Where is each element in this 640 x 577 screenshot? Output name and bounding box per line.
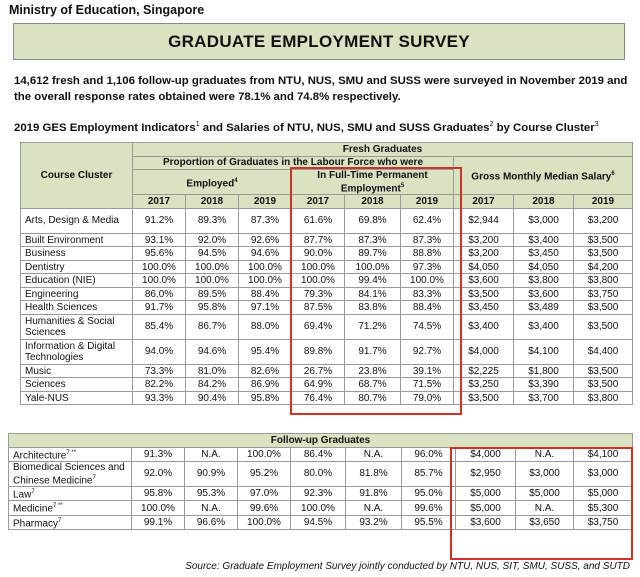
table-cell: 69.4%	[292, 314, 345, 339]
table-cell: 93.3%	[133, 391, 186, 405]
table-cell: $3,500	[574, 301, 633, 315]
course-name: Biomedical Sciences and Chinese Medicine$^7$	[9, 461, 132, 486]
table-cell: 62.4%	[401, 208, 454, 233]
course-name: Yale-NUS	[21, 391, 133, 405]
table-cell: 95.2%	[238, 461, 291, 486]
table-cell: 88.4%	[401, 301, 454, 315]
table-cell: 100.0%	[186, 274, 239, 288]
table-cell: $3,600	[456, 515, 516, 529]
survey-title: GRADUATE EMPLOYMENT SURVEY	[168, 31, 470, 51]
fulltime-header: In Full-Time Permanent Employment$^5$	[292, 170, 454, 195]
table-cell: 83.8%	[345, 301, 401, 315]
table-cell: $3,450	[514, 247, 574, 261]
table-cell: N.A.	[185, 447, 238, 461]
table-cell: 97.1%	[239, 301, 292, 315]
table-cell: 99.6%	[402, 501, 456, 515]
table-cell: $3,600	[454, 274, 514, 288]
table-cell: 64.9%	[292, 378, 345, 392]
table-row	[21, 274, 633, 288]
table-cell: $3,000	[516, 461, 574, 486]
table-row	[21, 314, 633, 339]
table-cell: 96.6%	[185, 515, 238, 529]
table-cell: 90.9%	[185, 461, 238, 486]
table-cell: N.A.	[346, 447, 402, 461]
table-cell: N.A.	[516, 447, 574, 461]
table-cell: 71.2%	[345, 314, 401, 339]
table-cell: 86.7%	[186, 314, 239, 339]
course-name: Music	[21, 364, 133, 378]
table-cell: 93.2%	[346, 515, 402, 529]
table-cell: 91.3%	[132, 447, 185, 461]
table-cell: 97.0%	[238, 487, 291, 501]
table-cell: 100.0%	[345, 260, 401, 274]
table-cell: $3,450	[454, 301, 514, 315]
table-cell: 100.0%	[291, 501, 346, 515]
table-subtitle: 2019 GES Employment Indicators$^1$ and Salaries of NTU, NUS, SMU and SUSS Graduates$^2$ by Course Cluster$^3$	[14, 121, 599, 134]
table-cell: N.A.	[516, 501, 574, 515]
table-cell: 86.4%	[291, 447, 346, 461]
employed-header: Employed$^4$	[133, 170, 292, 195]
course-name: Law$^7$	[9, 487, 132, 501]
year-header: 2018	[345, 195, 401, 209]
table-cell: 95.6%	[133, 247, 186, 261]
table-cell: 80.7%	[345, 391, 401, 405]
table-cell: $3,800	[574, 391, 633, 405]
year-header: 2018	[186, 195, 239, 209]
table-cell: 86.0%	[133, 287, 186, 301]
table-cell: 88.4%	[239, 287, 292, 301]
table-cell: 87.5%	[292, 301, 345, 315]
table-row	[9, 447, 633, 461]
table-cell: 95.8%	[132, 487, 185, 501]
table-cell: $3,500	[574, 233, 633, 247]
year-header: 2019	[239, 195, 292, 209]
year-header: 2017	[133, 195, 186, 209]
table-cell: $3,000	[574, 461, 633, 486]
course-name: Pharmacy$^7$	[9, 515, 132, 529]
table-cell: 100.0%	[292, 274, 345, 288]
table-cell: $3,500	[574, 247, 633, 261]
table-cell: 94.5%	[186, 247, 239, 261]
table-cell: $5,000	[456, 487, 516, 501]
table-cell: $4,400	[574, 339, 633, 364]
table-cell: $5,300	[574, 501, 633, 515]
table-cell: $4,050	[514, 260, 574, 274]
table-row	[21, 208, 633, 233]
table-cell: $2,225	[454, 364, 514, 378]
table-cell: $3,200	[574, 208, 633, 233]
table-cell: $3,400	[514, 314, 574, 339]
table-cell: 81.8%	[346, 461, 402, 486]
year-header: 2018	[514, 195, 574, 209]
table-cell: 94.6%	[239, 247, 292, 261]
course-name: Information & Digital Technologies	[21, 339, 133, 364]
table-cell: 39.1%	[401, 364, 454, 378]
table-cell: 86.9%	[239, 378, 292, 392]
table-cell: 87.3%	[239, 208, 292, 233]
table-cell: 81.0%	[186, 364, 239, 378]
course-name: Business	[21, 247, 133, 261]
course-name: Medicine$^{7 **}$	[9, 501, 132, 515]
table-cell: 92.7%	[401, 339, 454, 364]
table-cell: 23.8%	[345, 364, 401, 378]
table-cell: $3,650	[516, 515, 574, 529]
table-cell: 82.6%	[239, 364, 292, 378]
table-cell: 95.8%	[186, 301, 239, 315]
year-header: 2019	[574, 195, 633, 209]
table-cell: $1,800	[514, 364, 574, 378]
table-cell: 87.3%	[345, 233, 401, 247]
table-cell: 69.8%	[345, 208, 401, 233]
table-cell: $5,000	[574, 487, 633, 501]
table-row	[21, 260, 633, 274]
table-cell: 91.8%	[346, 487, 402, 501]
table-cell: 100.0%	[238, 515, 291, 529]
table-cell: $4,000	[456, 447, 516, 461]
table-cell: $2,950	[456, 461, 516, 486]
table-cell: 88.8%	[401, 247, 454, 261]
course-name: Built Environment	[21, 233, 133, 247]
table-cell: 79.3%	[292, 287, 345, 301]
table-cell: $3,800	[514, 274, 574, 288]
table-row	[9, 461, 633, 486]
course-name: Architecture$^{7 **}$	[9, 447, 132, 461]
course-name: Dentistry	[21, 260, 133, 274]
table-cell: 26.7%	[292, 364, 345, 378]
table-cell: 85.7%	[402, 461, 456, 486]
table-cell: $3,750	[574, 515, 633, 529]
table-row	[21, 301, 633, 315]
table-cell: N.A.	[185, 501, 238, 515]
proportion-header: Proportion of Graduates in the Labour Force who were	[133, 156, 454, 170]
table-cell: 87.7%	[292, 233, 345, 247]
table-cell: $3,400	[454, 314, 514, 339]
table-cell: 83.3%	[401, 287, 454, 301]
table-cell: N.A.	[346, 501, 402, 515]
followup-graduates-header: Follow-up Graduates	[9, 434, 633, 448]
salary-header: Gross Monthly Median Salary$^6$	[454, 156, 633, 195]
table-cell: 100.0%	[292, 260, 345, 274]
fresh-graduates-table	[20, 142, 633, 405]
survey-title-banner	[13, 23, 625, 60]
table-cell: $4,050	[454, 260, 514, 274]
table-cell: $3,500	[574, 364, 633, 378]
table-cell: 96.0%	[402, 447, 456, 461]
table-cell: 89.3%	[186, 208, 239, 233]
table-cell: 95.0%	[402, 487, 456, 501]
table-cell: 74.5%	[401, 314, 454, 339]
fresh-graduates-header: Fresh Graduates	[133, 143, 633, 157]
table-cell: $4,100	[514, 339, 574, 364]
table-cell: 71.5%	[401, 378, 454, 392]
table-cell: 100.0%	[239, 260, 292, 274]
table-cell: $3,500	[574, 314, 633, 339]
table-cell: 82.2%	[133, 378, 186, 392]
course-name: Health Sciences	[21, 301, 133, 315]
table-cell: 68.7%	[345, 378, 401, 392]
table-cell: 89.5%	[186, 287, 239, 301]
table-cell: 92.0%	[186, 233, 239, 247]
table-cell: 91.7%	[133, 301, 186, 315]
table-cell: 61.6%	[292, 208, 345, 233]
table-cell: 84.1%	[345, 287, 401, 301]
table-row	[21, 391, 633, 405]
table-cell: 100.0%	[133, 274, 186, 288]
table-cell: $3,250	[454, 378, 514, 392]
source-note: Source: Graduate Employment Survey jointly conducted by NTU, NUS, SIT, SMU, SUSS, and SUTD	[185, 561, 630, 572]
table-cell: 100.0%	[133, 260, 186, 274]
table-cell: $4,000	[454, 339, 514, 364]
table-cell: $3,500	[574, 378, 633, 392]
table-cell: $4,200	[574, 260, 633, 274]
table-row	[9, 515, 633, 529]
table-cell: $3,750	[574, 287, 633, 301]
table-cell: 89.8%	[292, 339, 345, 364]
course-name: Engineering	[21, 287, 133, 301]
table-cell: 99.4%	[345, 274, 401, 288]
table-row	[21, 339, 633, 364]
table-cell: 73.3%	[133, 364, 186, 378]
table-cell: $3,400	[514, 233, 574, 247]
table-cell: 95.5%	[402, 515, 456, 529]
course-cluster-header: Course Cluster	[21, 143, 133, 209]
table-cell: $3,489	[514, 301, 574, 315]
table-row	[21, 287, 633, 301]
table-cell: 100.0%	[239, 274, 292, 288]
table-cell: 89.7%	[345, 247, 401, 261]
table-cell: 76.4%	[292, 391, 345, 405]
table-cell: 97.3%	[401, 260, 454, 274]
table-cell: 94.5%	[291, 515, 346, 529]
table-cell: 90.0%	[292, 247, 345, 261]
table-cell: 94.0%	[133, 339, 186, 364]
year-header: 2017	[292, 195, 345, 209]
ministry-title: Ministry of Education, Singapore	[9, 3, 205, 17]
table-cell: $3,600	[514, 287, 574, 301]
table-row	[21, 378, 633, 392]
table-cell: 95.3%	[185, 487, 238, 501]
table-cell: $3,700	[514, 391, 574, 405]
table-row	[9, 501, 633, 515]
table-cell: 100.0%	[132, 501, 185, 515]
course-name: Humanities & Social Sciences	[21, 314, 133, 339]
table-row	[9, 487, 633, 501]
table-cell: $3,000	[514, 208, 574, 233]
table-cell: $5,000	[456, 501, 516, 515]
table-cell: 93.1%	[133, 233, 186, 247]
table-cell: 80.0%	[291, 461, 346, 486]
followup-graduates-table	[8, 433, 633, 530]
table-cell: 100.0%	[238, 447, 291, 461]
year-header: 2017	[454, 195, 514, 209]
table-cell: $4,100	[574, 447, 633, 461]
table-cell: 92.3%	[291, 487, 346, 501]
table-cell: 88.0%	[239, 314, 292, 339]
table-cell: 87.3%	[401, 233, 454, 247]
table-cell: 95.8%	[239, 391, 292, 405]
table-cell: 99.6%	[238, 501, 291, 515]
year-header: 2019	[401, 195, 454, 209]
table-cell: 92.0%	[132, 461, 185, 486]
table-cell: $3,800	[574, 274, 633, 288]
table-cell: 99.1%	[132, 515, 185, 529]
table-cell: 84.2%	[186, 378, 239, 392]
table-row	[21, 233, 633, 247]
table-cell: $3,390	[514, 378, 574, 392]
table-cell: 79.0%	[401, 391, 454, 405]
table-cell: 100.0%	[186, 260, 239, 274]
table-row	[21, 364, 633, 378]
course-name: Sciences	[21, 378, 133, 392]
table-cell: 95.4%	[239, 339, 292, 364]
table-cell: $3,500	[454, 391, 514, 405]
table-cell: $3,200	[454, 247, 514, 261]
table-cell: 100.0%	[401, 274, 454, 288]
table-row	[21, 247, 633, 261]
table-cell: $5,000	[516, 487, 574, 501]
course-name: Arts, Design & Media	[21, 208, 133, 233]
table-cell: 91.2%	[133, 208, 186, 233]
table-cell: $2,944	[454, 208, 514, 233]
table-cell: $3,200	[454, 233, 514, 247]
table-cell: $3,500	[454, 287, 514, 301]
table-cell: 94.6%	[186, 339, 239, 364]
table-cell: 92.6%	[239, 233, 292, 247]
course-name: Education (NIE)	[21, 274, 133, 288]
table-cell: 85.4%	[133, 314, 186, 339]
intro-paragraph: 14,612 fresh and 1,106 follow-up graduates from NTU, NUS, SMU and SUSS were surveyed in November 2019 and the overall response rates obtained were 78.1% and 74.8% respectively.	[14, 75, 628, 103]
table-cell: 91.7%	[345, 339, 401, 364]
table-cell: 90.4%	[186, 391, 239, 405]
